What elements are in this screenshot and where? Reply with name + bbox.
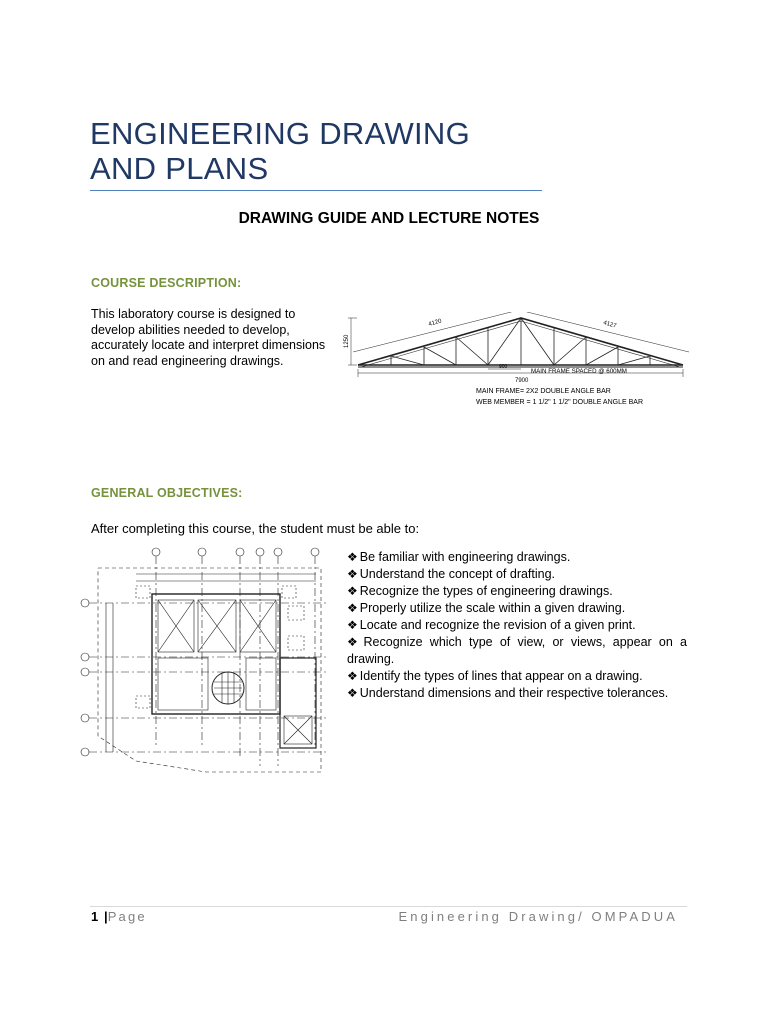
footer-divider <box>90 906 687 907</box>
list-item: ❖ Identify the types of lines that appear on a drawing. <box>347 669 643 683</box>
truss-main-frame-note: MAIN FRAME= 2X2 DOUBLE ANGLE BAR <box>476 388 611 395</box>
footer-separator: | <box>104 909 108 924</box>
title-divider <box>90 190 542 191</box>
diamond-bullet-icon: ❖ <box>347 669 358 683</box>
list-item: ❖ Recognize the types of engineering drawings. <box>347 584 613 598</box>
diamond-bullet-icon: ❖ <box>347 618 358 632</box>
list-item: ❖ Properly utilize the scale within a given drawing. <box>347 601 626 615</box>
course-description-text: This laboratory course is designed to develop abilities needed to develop, accurately locate and interpret dimensions on and read engineering drawings. <box>91 307 326 368</box>
truss-panel: 900 <box>499 364 508 370</box>
title-line-1: ENGINEERING DRAWING <box>90 116 471 151</box>
course-description-heading: COURSE DESCRIPTION: <box>91 276 242 290</box>
truss-spacing-note: MAIN FRAME SPACED @ 600MM <box>531 368 627 375</box>
footer-course-author: Engineering Drawing/ OMPADUA <box>398 909 678 924</box>
diamond-bullet-icon: ❖ <box>347 601 358 615</box>
truss-span: 7900 <box>515 378 529 384</box>
title-line-2: AND PLANS <box>90 151 269 186</box>
list-item: ❖ Be familiar with engineering drawings. <box>347 550 571 564</box>
page-word: Page <box>107 909 147 924</box>
document-title <box>90 116 550 186</box>
truss-height: 1250 <box>344 334 350 348</box>
diamond-bullet-icon: ❖ <box>347 567 358 581</box>
diamond-bullet-icon: ❖ <box>347 686 358 700</box>
objectives-list <box>347 549 687 702</box>
floor-plan-drawing <box>76 546 332 778</box>
list-item: ❖ Locate and recognize the revision of a given print. <box>347 618 636 632</box>
truss-web-member-note: WEB MEMBER = 1 1/2" 1 1/2" DOUBLE ANGLE BAR <box>476 399 644 406</box>
truss-right-length: 4127 <box>602 320 617 330</box>
diamond-bullet-icon: ❖ <box>347 550 358 564</box>
general-objectives-heading: GENERAL OBJECTIVES: <box>91 486 243 500</box>
page-number: 1 <box>91 909 99 924</box>
diamond-bullet-icon: ❖ <box>347 635 362 649</box>
footer-page-label <box>91 909 147 924</box>
truss-left-length: 4120 <box>427 318 443 328</box>
diamond-bullet-icon: ❖ <box>347 584 358 598</box>
list-item: ❖ Recognize which type of view, or views, appear on a drawing. <box>347 635 687 666</box>
list-item: ❖ Understand dimensions and their respective tolerances. <box>347 686 669 700</box>
list-item: ❖ Understand the concept of drafting. <box>347 567 556 581</box>
document-subtitle: DRAWING GUIDE AND LECTURE NOTES <box>238 210 540 227</box>
roof-truss-drawing <box>343 312 693 412</box>
general-objectives-intro: After completing this course, the student must be able to: <box>91 521 420 536</box>
